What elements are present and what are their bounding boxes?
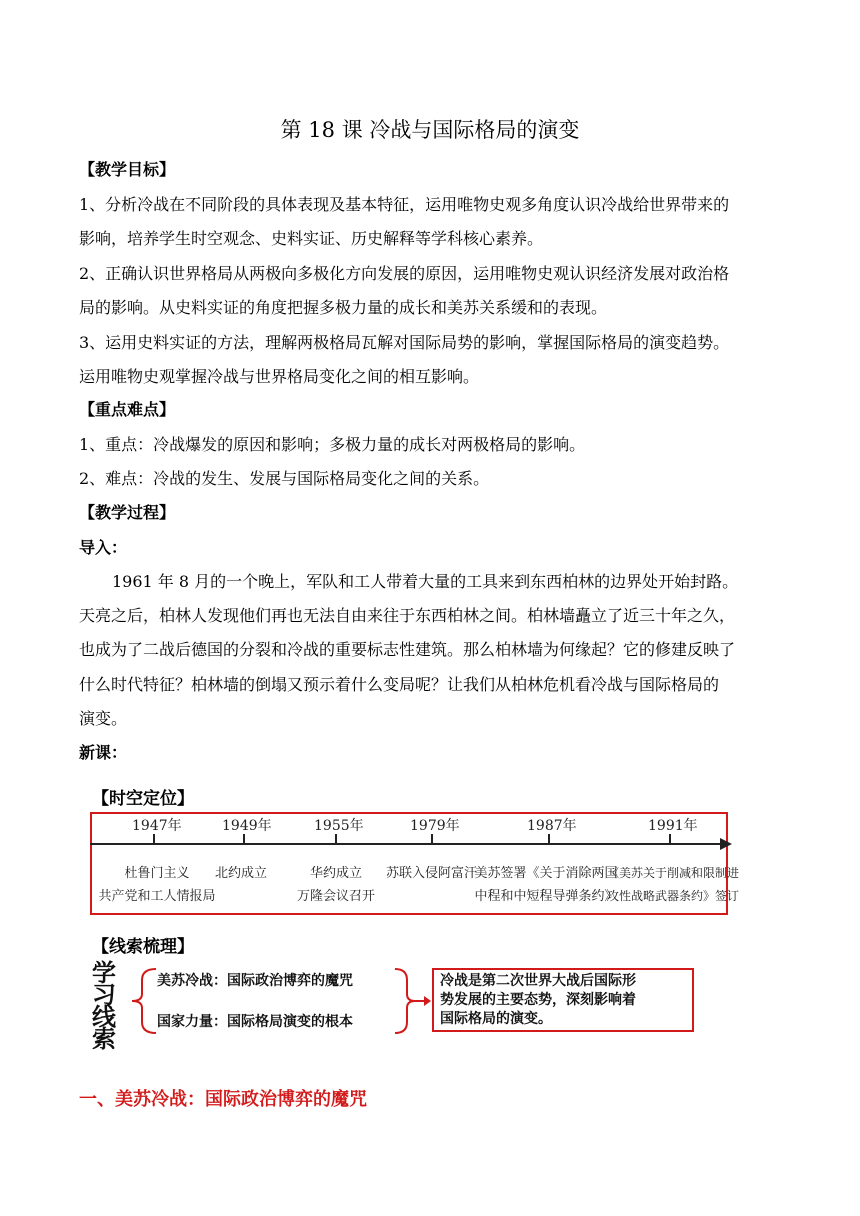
left-brace-icon [126, 966, 160, 1036]
intro-label: 导入： [79, 538, 128, 557]
objective-line: 1、分析冷战在不同阶段的具体表现及基本特征，运用唯物史观多角度认识冷战给世界带来的 [79, 195, 730, 214]
timeline-tick [243, 834, 245, 843]
study-clue-char: 线 [92, 1003, 116, 1031]
timeline-event-line: 万隆会议召开 [296, 889, 375, 904]
timeline-tick [548, 834, 550, 843]
timeline-event-line: 《美苏关于削减和限制进 [607, 866, 740, 880]
key-point-line: 2、难点：冷战的发生、发展与国际格局变化之间的关系。 [79, 469, 490, 488]
study-clue-char: 索 [92, 1025, 116, 1053]
objective-line: 运用唯物史观掌握冷战与世界格局变化之间的相互影响。 [79, 367, 480, 386]
process-heading: 【教学过程】 [79, 503, 176, 522]
timeline-event-line: 共产党和工人情报局 [98, 889, 216, 904]
clues-heading: 【线索梳理】 [92, 937, 194, 957]
timeline-event [92, 862, 222, 908]
objective-line: 局的影响。从史料实证的角度把握多极力量的成长和美苏关系缓和的表现。 [79, 298, 608, 317]
timeline-event-line: 杜鲁门主义 [124, 866, 190, 881]
timeline-heading: 【时空定位】 [92, 789, 194, 809]
clue-item: 国家力量：国际格局演变的根本 [157, 1014, 353, 1030]
timeline-event [386, 862, 476, 885]
timeline-event-line: 华约成立 [309, 866, 362, 881]
study-clue-char: 习 [92, 981, 116, 1009]
clue-summary-line: 冷战是第二次世界大战后国际形 [440, 973, 636, 989]
objective-line: 2、正确认识世界格局从两极向多极化方向发展的原因，运用唯物史观认识经济发展对政治格 [79, 264, 730, 283]
page-title: 第 18 课 冷战与国际格局的演变 [280, 118, 580, 142]
timeline-event-line: 美苏签署《关于消除两国 [474, 866, 618, 881]
study-clue-label [91, 959, 117, 1053]
clue-summary-line: 势发展的主要态势，深刻影响着 [440, 992, 636, 1008]
objective-line: 影响，培养学生时空观念、史料实证、历史解释等学科核心素养。 [79, 229, 544, 248]
intro-line: 什么时代特征？柏林墙的倒塌又预示着什么变局呢？让我们从柏林危机看冷战与国际格局的 [79, 675, 720, 694]
objective-line: 3、运用史料实证的方法，理解两极格局瓦解对国际局势的影响，掌握国际格局的演变趋势。 [79, 333, 730, 352]
study-clue-char: 学 [92, 959, 116, 987]
timeline-year: 1947年 [132, 818, 182, 834]
timeline-event [206, 862, 276, 885]
timeline-event [286, 862, 386, 908]
intro-line: 演变。 [79, 709, 128, 728]
timeline-year: 1987年 [527, 818, 577, 834]
new-lesson-label: 新课： [79, 743, 128, 762]
timeline-year: 1955年 [314, 818, 364, 834]
timeline-arrowhead [720, 838, 732, 850]
timeline-tick [431, 834, 433, 843]
clue-item: 美苏冷战：国际政治博弈的魔咒 [157, 973, 353, 989]
timeline-tick [669, 834, 671, 843]
timeline-event-line: 中程和中短程导弹条约》 [474, 889, 618, 904]
right-brace-arrow-icon [391, 966, 431, 1036]
timeline-event [607, 862, 740, 908]
intro-line: 也成为了二战后德国的分裂和冷战的重要标志性建筑。那么柏林墙为何缘起？它的修建反映了 [79, 640, 736, 659]
timeline-axis [90, 843, 722, 845]
key-point-line: 1、重点：冷战爆发的原因和影响；多极力量的成长对两极格局的影响。 [79, 435, 586, 454]
objectives-heading: 【教学目标】 [79, 160, 176, 179]
timeline-year: 1991年 [648, 818, 698, 834]
timeline-year: 1979年 [410, 818, 460, 834]
intro-line: 天亮之后，柏林人发现他们再也无法自由来往于东西柏林之间。柏林墙矗立了近三十年之久， [79, 606, 736, 625]
timeline-tick [153, 834, 155, 843]
intro-line: 1961 年 8 月的一个晚上，军队和工人带着大量的工具来到东西柏林的边界处开始封路。 [112, 572, 739, 591]
clue-summary-line: 国际格局的演变。 [440, 1011, 552, 1027]
key-points-heading: 【重点难点】 [79, 400, 176, 419]
timeline-event-line: 苏联入侵阿富汗 [386, 866, 478, 881]
timeline-year: 1949年 [222, 818, 272, 834]
timeline-event-line: 攻性战略武器条约》签订 [607, 889, 740, 903]
timeline-event [474, 862, 618, 908]
timeline-event-line: 北约成立 [214, 866, 267, 881]
section-heading: 一、美苏冷战：国际政治博弈的魔咒 [79, 1089, 367, 1110]
timeline-tick [335, 834, 337, 843]
clue-summary-box [432, 968, 694, 1032]
